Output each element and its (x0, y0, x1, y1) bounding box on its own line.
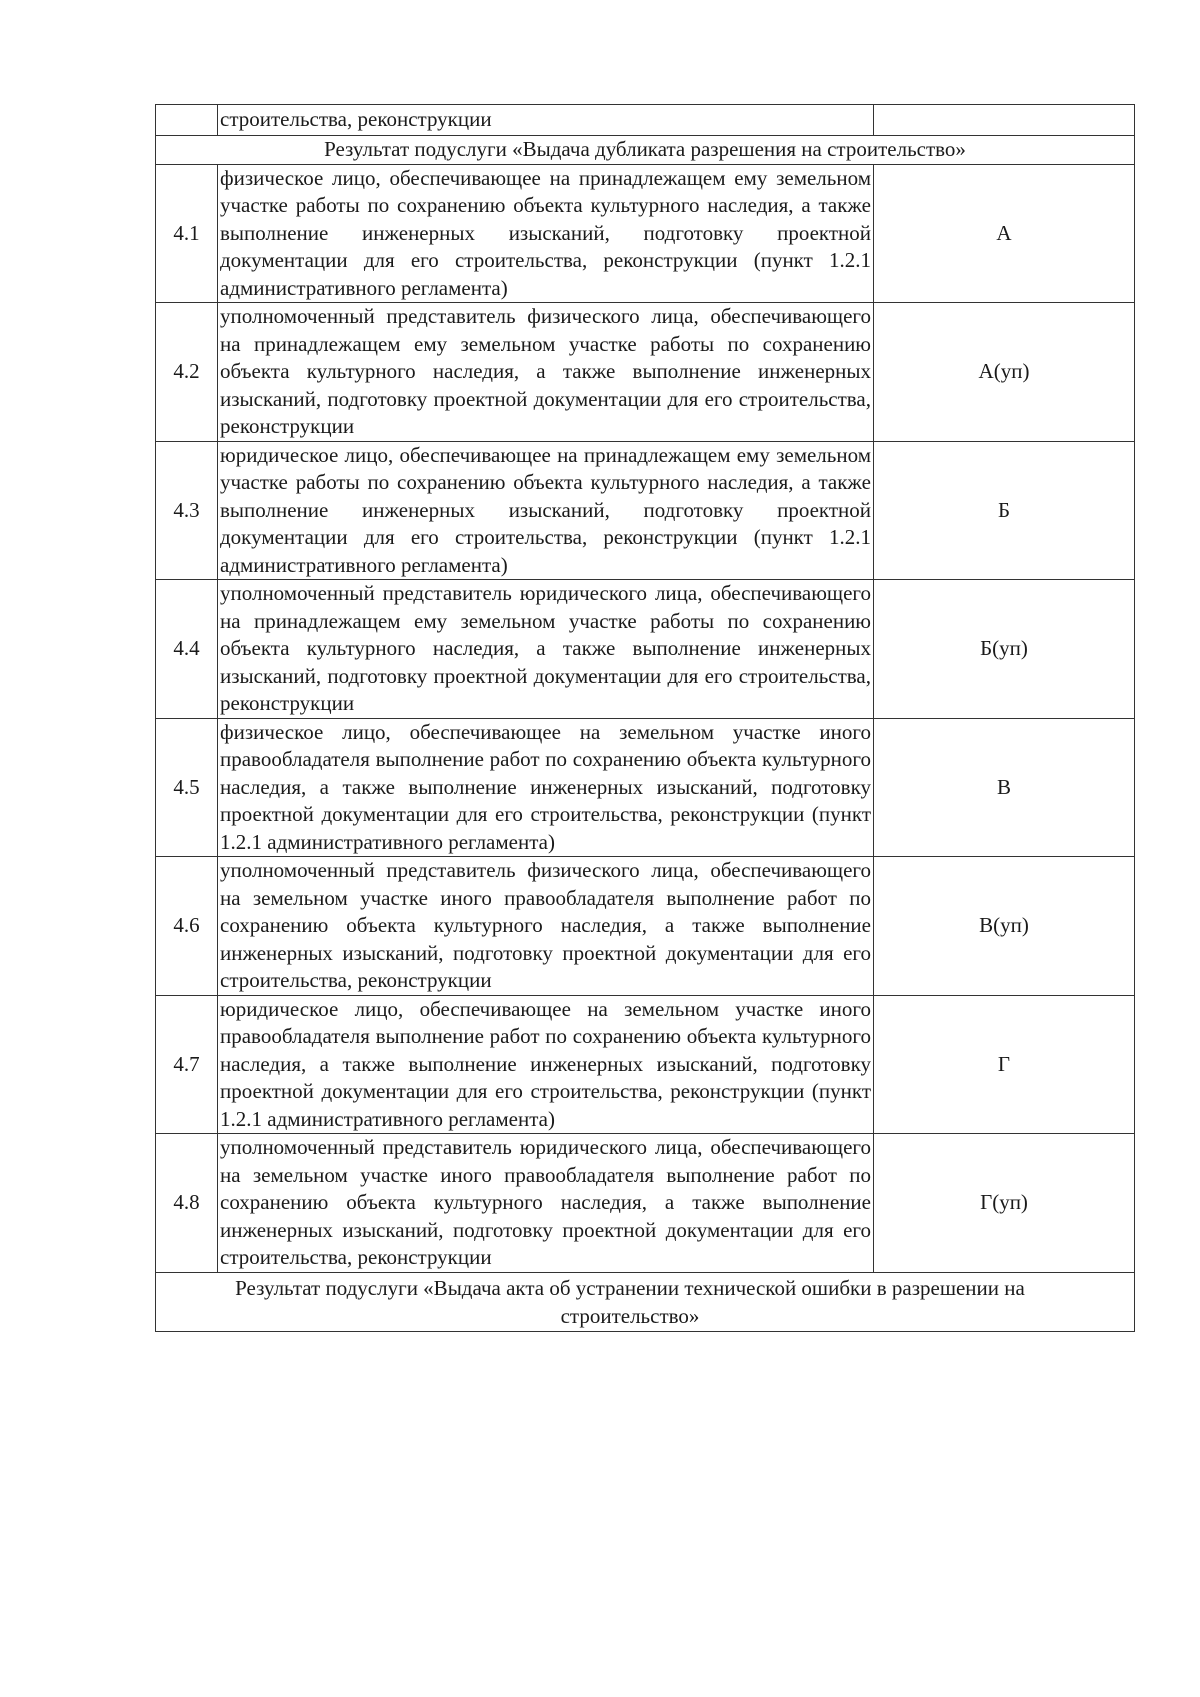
table-row (156, 995, 1135, 1134)
row-code: Б (874, 441, 1135, 580)
row-number: 4.8 (156, 1134, 218, 1273)
table-row (156, 857, 1135, 996)
row-code: А (874, 164, 1135, 303)
section-header-row (156, 1272, 1135, 1331)
row-number-cell (156, 105, 218, 136)
row-number: 4.3 (156, 441, 218, 580)
row-code: Г (874, 995, 1135, 1134)
row-code: А(уп) (874, 303, 1135, 442)
row-description: уполномоченный представитель юридического лица, обеспечивающего на земельном участке иного правообладателя выполнение работ по сохранению объекта культурного наследия, а также выполнение инженерных изысканий, подготовку проектной документации для его строительства, реконструкции (218, 1134, 874, 1273)
table-row (156, 580, 1135, 719)
section-header-row (156, 136, 1135, 165)
row-code: В (874, 718, 1135, 857)
table-row (156, 441, 1135, 580)
row-number: 4.1 (156, 164, 218, 303)
row-description: уполномоченный представитель юридического лица, обеспечивающего на принадлежащем ему земельном участке работы по сохранению объекта культурного наследия, а также выполнение инженерных изысканий, подготовку проектной документации для его строительства, реконструкции (218, 580, 874, 719)
section-header: Результат подуслуги «Выдача акта об устранении технической ошибки в разрешении на строительство» (156, 1272, 1135, 1331)
table-row (156, 164, 1135, 303)
row-description: уполномоченный представитель физического лица, обеспечивающего на принадлежащем ему земельном участке работы по сохранению объекта культурного наследия, а также выполнение инженерных изысканий, подготовку проектной документации для его строительства, реконструкции (218, 303, 874, 442)
applicant-categories-table (155, 104, 1135, 1332)
row-number: 4.7 (156, 995, 218, 1134)
row-code-cell (874, 105, 1135, 136)
section-header: Результат подуслуги «Выдача дубликата разрешения на строительство» (156, 136, 1135, 165)
row-description: физическое лицо, обеспечивающее на принадлежащем ему земельном участке работы по сохранению объекта культурного наследия, а также выполнение инженерных изысканий, подготовку проектной документации для его строительства, реконструкции (пункт 1.2.1 административного регламента) (218, 164, 874, 303)
table-row (156, 1134, 1135, 1273)
row-code: Г(уп) (874, 1134, 1135, 1273)
table-row (156, 718, 1135, 857)
row-description: юридическое лицо, обеспечивающее на земельном участке иного правообладателя выполнение работ по сохранению объекта культурного наследия, а также выполнение инженерных изысканий, подготовку проектной документации для его строительства, реконструкции (пункт 1.2.1 административного регламента) (218, 995, 874, 1134)
row-description: физическое лицо, обеспечивающее на земельном участке иного правообладателя выполнение работ по сохранению объекта культурного наследия, а также выполнение инженерных изысканий, подготовку проектной документации для его строительства, реконструкции (пункт 1.2.1 административного регламента) (218, 718, 874, 857)
row-number: 4.5 (156, 718, 218, 857)
row-description: уполномоченный представитель физического лица, обеспечивающего на земельном участке иного правообладателя выполнение работ по сохранению объекта культурного наследия, а также выполнение инженерных изысканий, подготовку проектной документации для его строительства, реконструкции (218, 857, 874, 996)
row-number: 4.4 (156, 580, 218, 719)
row-number: 4.2 (156, 303, 218, 442)
row-text-cell: строительства, реконструкции (218, 105, 874, 136)
row-code: В(уп) (874, 857, 1135, 996)
row-code: Б(уп) (874, 580, 1135, 719)
table-row (156, 105, 1135, 136)
row-number: 4.6 (156, 857, 218, 996)
table-row (156, 303, 1135, 442)
row-description: юридическое лицо, обеспечивающее на принадлежащем ему земельном участке работы по сохранению объекта культурного наследия, а также выполнение инженерных изысканий, подготовку проектной документации для его строительства, реконструкции (пункт 1.2.1 административного регламента) (218, 441, 874, 580)
